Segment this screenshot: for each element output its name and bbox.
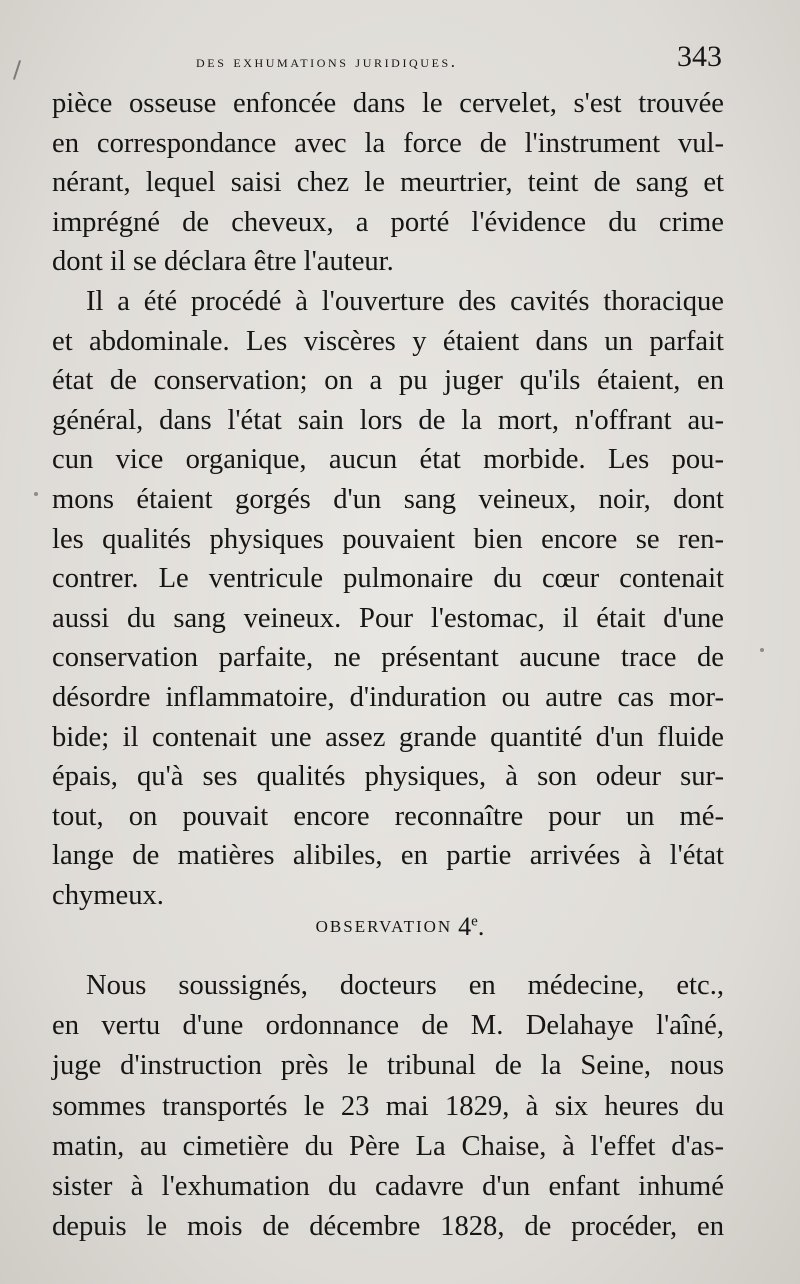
paragraph-autopsy	[52, 282, 724, 916]
text-line: pièce osseuse enfoncée dans le cervelet, s'est trouvée	[52, 88, 724, 119]
text-line: désordre inflammatoire, d'induration ou autre cas mor-	[52, 681, 724, 713]
heading-number-value: 4	[458, 912, 472, 941]
text-line: tout, on pouvait encore reconnaître pour un mé-	[52, 800, 724, 832]
text-line: état de conservation; on a pu juger qu'ils étaient, en	[52, 365, 724, 397]
text-line: épais, qu'à ses qualités physiques, à son odeur sur-	[52, 761, 724, 793]
margin-dot	[760, 648, 764, 652]
text-line: sommes transportés le 23 mai 1829, à six heures du	[52, 1090, 724, 1122]
text-line: cun vice organique, aucun état morbide. Les pou-	[52, 444, 724, 476]
text-line: en vertu d'une ordonnance de M. Delahaye l'aîné,	[52, 1010, 724, 1042]
running-head: des exhumations juridiques.	[196, 52, 458, 71]
heading-label: OBSERVATION	[315, 917, 453, 936]
text-line: général, dans l'état sain lors de la mort, n'offrant au-	[52, 404, 724, 436]
paragraph-continued	[52, 84, 724, 282]
text-line: Il a été procédé à l'ouverture des cavités thoracique	[86, 285, 724, 317]
text-line: depuis le mois de décembre 1828, de procéder, en	[52, 1211, 724, 1243]
text-line: bide; il contenait une assez grande quantité d'un fluide	[52, 721, 724, 753]
heading-end: .	[477, 912, 485, 941]
text-line: sister à l'exhumation du cadavre d'un enfant inhumé	[52, 1170, 724, 1202]
text-line: dont il se déclara être l'auteur.	[52, 246, 394, 278]
text-line: imprégné de cheveux, a porté l'évidence du crime	[52, 206, 724, 238]
text-line: nérant, lequel saisi chez le meurtrier, teint de sang et	[52, 167, 724, 199]
text-line: mons étaient gorgés d'un sang veineux, noir, dont	[52, 483, 724, 515]
page-header	[52, 40, 724, 80]
page-number: 343	[677, 40, 722, 73]
text-line: conservation parfaite, ne présentant aucune trace de	[52, 642, 724, 674]
heading-number	[458, 912, 484, 941]
text-line: chymeux.	[52, 879, 164, 911]
heading-superscript: e	[471, 913, 478, 930]
observation-text	[52, 966, 724, 1247]
text-line: les qualités physiques pouvaient bien encore se ren-	[52, 523, 724, 555]
text-line: Nous soussignés, docteurs en médecine, etc.,	[86, 970, 724, 1001]
text-line: juge d'instruction près le tribunal de la Seine, nous	[52, 1050, 724, 1082]
margin-pencil-mark	[13, 60, 21, 80]
section-heading	[0, 912, 800, 952]
text-line: aussi du sang veineux. Pour l'estomac, il était d'une	[52, 602, 724, 634]
main-text	[52, 84, 724, 915]
text-line: matin, au cimetière du Père La Chaise, à l'effet d'as-	[52, 1130, 724, 1162]
text-line: lange de matières alibiles, en partie arrivées à l'état	[52, 840, 724, 872]
text-line: en correspondance avec la force de l'instrument vul-	[52, 127, 724, 159]
text-line: contrer. Le ventricule pulmonaire du cœur contenait	[52, 563, 724, 595]
margin-dot	[34, 492, 38, 496]
text-line: et abdominale. Les viscères y étaient dans un parfait	[52, 325, 724, 357]
